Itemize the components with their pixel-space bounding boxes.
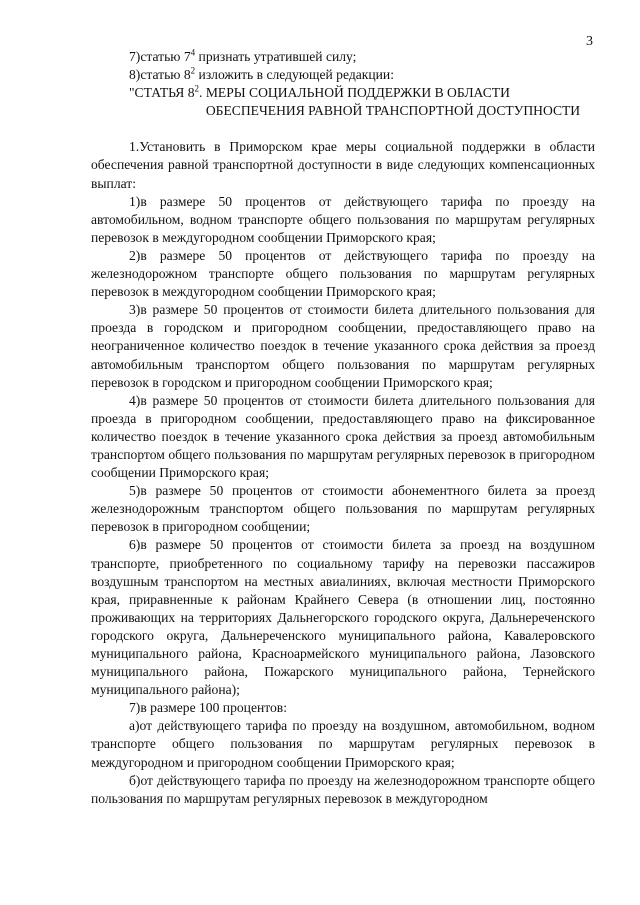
item-2: 2)в размере 50 процентов от действующего тарифа по проезду на железнодорожном транспорте общего пользования по маршрутам регулярных перевозок в междугородном сообщении Приморского края; [91, 247, 595, 300]
spacer [91, 120, 595, 138]
document-body [91, 48, 595, 808]
page-number: 3 [586, 34, 593, 49]
item-7b: б)от действующего тарифа по проезду на железнодорожном транспорте общего пользования по маршрутам регулярных перевозок в междугородном [91, 772, 595, 806]
item-1: 1)в размере 50 процентов от действующего тарифа по проезду на автомобильном, водном транспорте общего пользования по маршрутам регулярных перевозок в междугородном сообщении Приморского края; [91, 193, 595, 245]
item-4: 4)в размере 50 процентов от стоимости билета длительного пользования для проезда в пригородном сообщении, предоставляющего право на фиксированное количество поездок в течение указанного срока действия за проезд автомобильным транспортом общего пользования по маршрутам регулярных перевозок в пригородном сообщении Приморского края; [91, 392, 595, 481]
item-5: 5)в размере 50 процентов от стоимости абонементного билета за проезд железнодорожным транспортом общего пользования по маршрутам регулярных перевозок в пригородном сообщении; [91, 483, 595, 535]
article-title: МЕРЫ СОЦИАЛЬНОЙ ПОДДЕРЖКИ В ОБЛАСТИ ОБЕСПЕЧЕНИЯ РАВНОЙ ТРАНСПОРТНОЙ ДОСТУПНОСТИ [205, 85, 581, 119]
item-7a: а)от действующего тарифа по проезду на воздушном, автомобильном, водном транспорте общего пользования по маршрутам регулярных перевозок в междугородном и пригородном сообщении Приморского края; [91, 718, 595, 770]
amendment-2-rest: изложить в следующей редакции: [195, 67, 394, 83]
article-heading [91, 84, 595, 120]
article-dot: . [199, 85, 203, 101]
item-6: 6)в размере 50 процентов от стоимости билета за проезд на воздушном транспорте, приобретенного по социальному тарифу на перевозки пассажиров воздушным транспортом на местных авиалиниях, включая местности Приморского края, приравненные к районам Крайнего Севера (в отношении лиц, постоянно проживающих на территориях Дальнегорского городского округа, Дальнереченского городского округа, Дальнереченского муниципального района, Кавалеровского муниципального района, Красноармейского муниципального района, Лазовского муниципального района, Пожарского муниципального района, Тернейского муниципального района); [91, 537, 595, 698]
item-7: 7)в размере 100 процентов: [129, 700, 288, 716]
item-3: 3)в размере 50 процентов от стоимости билета длительного пользования для проезда в городском и пригородном сообщении, предоставляющего право на неограниченное количество поездок в течение указанного срока действия за проезд автомобильным транспортом общего пользования по маршрутам регулярных перевозок в городском и пригородном сообщении Приморского края; [91, 302, 595, 390]
article-number [91, 84, 206, 120]
article-prefix: "СТАТЬЯ 8 [129, 85, 195, 101]
amendment-1-superscript: 4 [190, 47, 196, 58]
article-superscript: 2 [194, 83, 200, 94]
amendment-line-2 [91, 66, 595, 84]
amendment-2-superscript: 2 [190, 65, 196, 76]
amendment-1-rest: признать утратившей силу; [195, 49, 357, 64]
amendment-2-text: 8)статью 8 [129, 67, 191, 83]
paragraph-1: 1.Установить в Приморском крае меры социальной поддержки в области обеспечения равной транспортной доступности в виде следующих компенсационных выплат: [91, 139, 595, 191]
amendment-1-text: 7)статью 7 [129, 49, 191, 64]
amendment-line-1 [91, 48, 595, 66]
